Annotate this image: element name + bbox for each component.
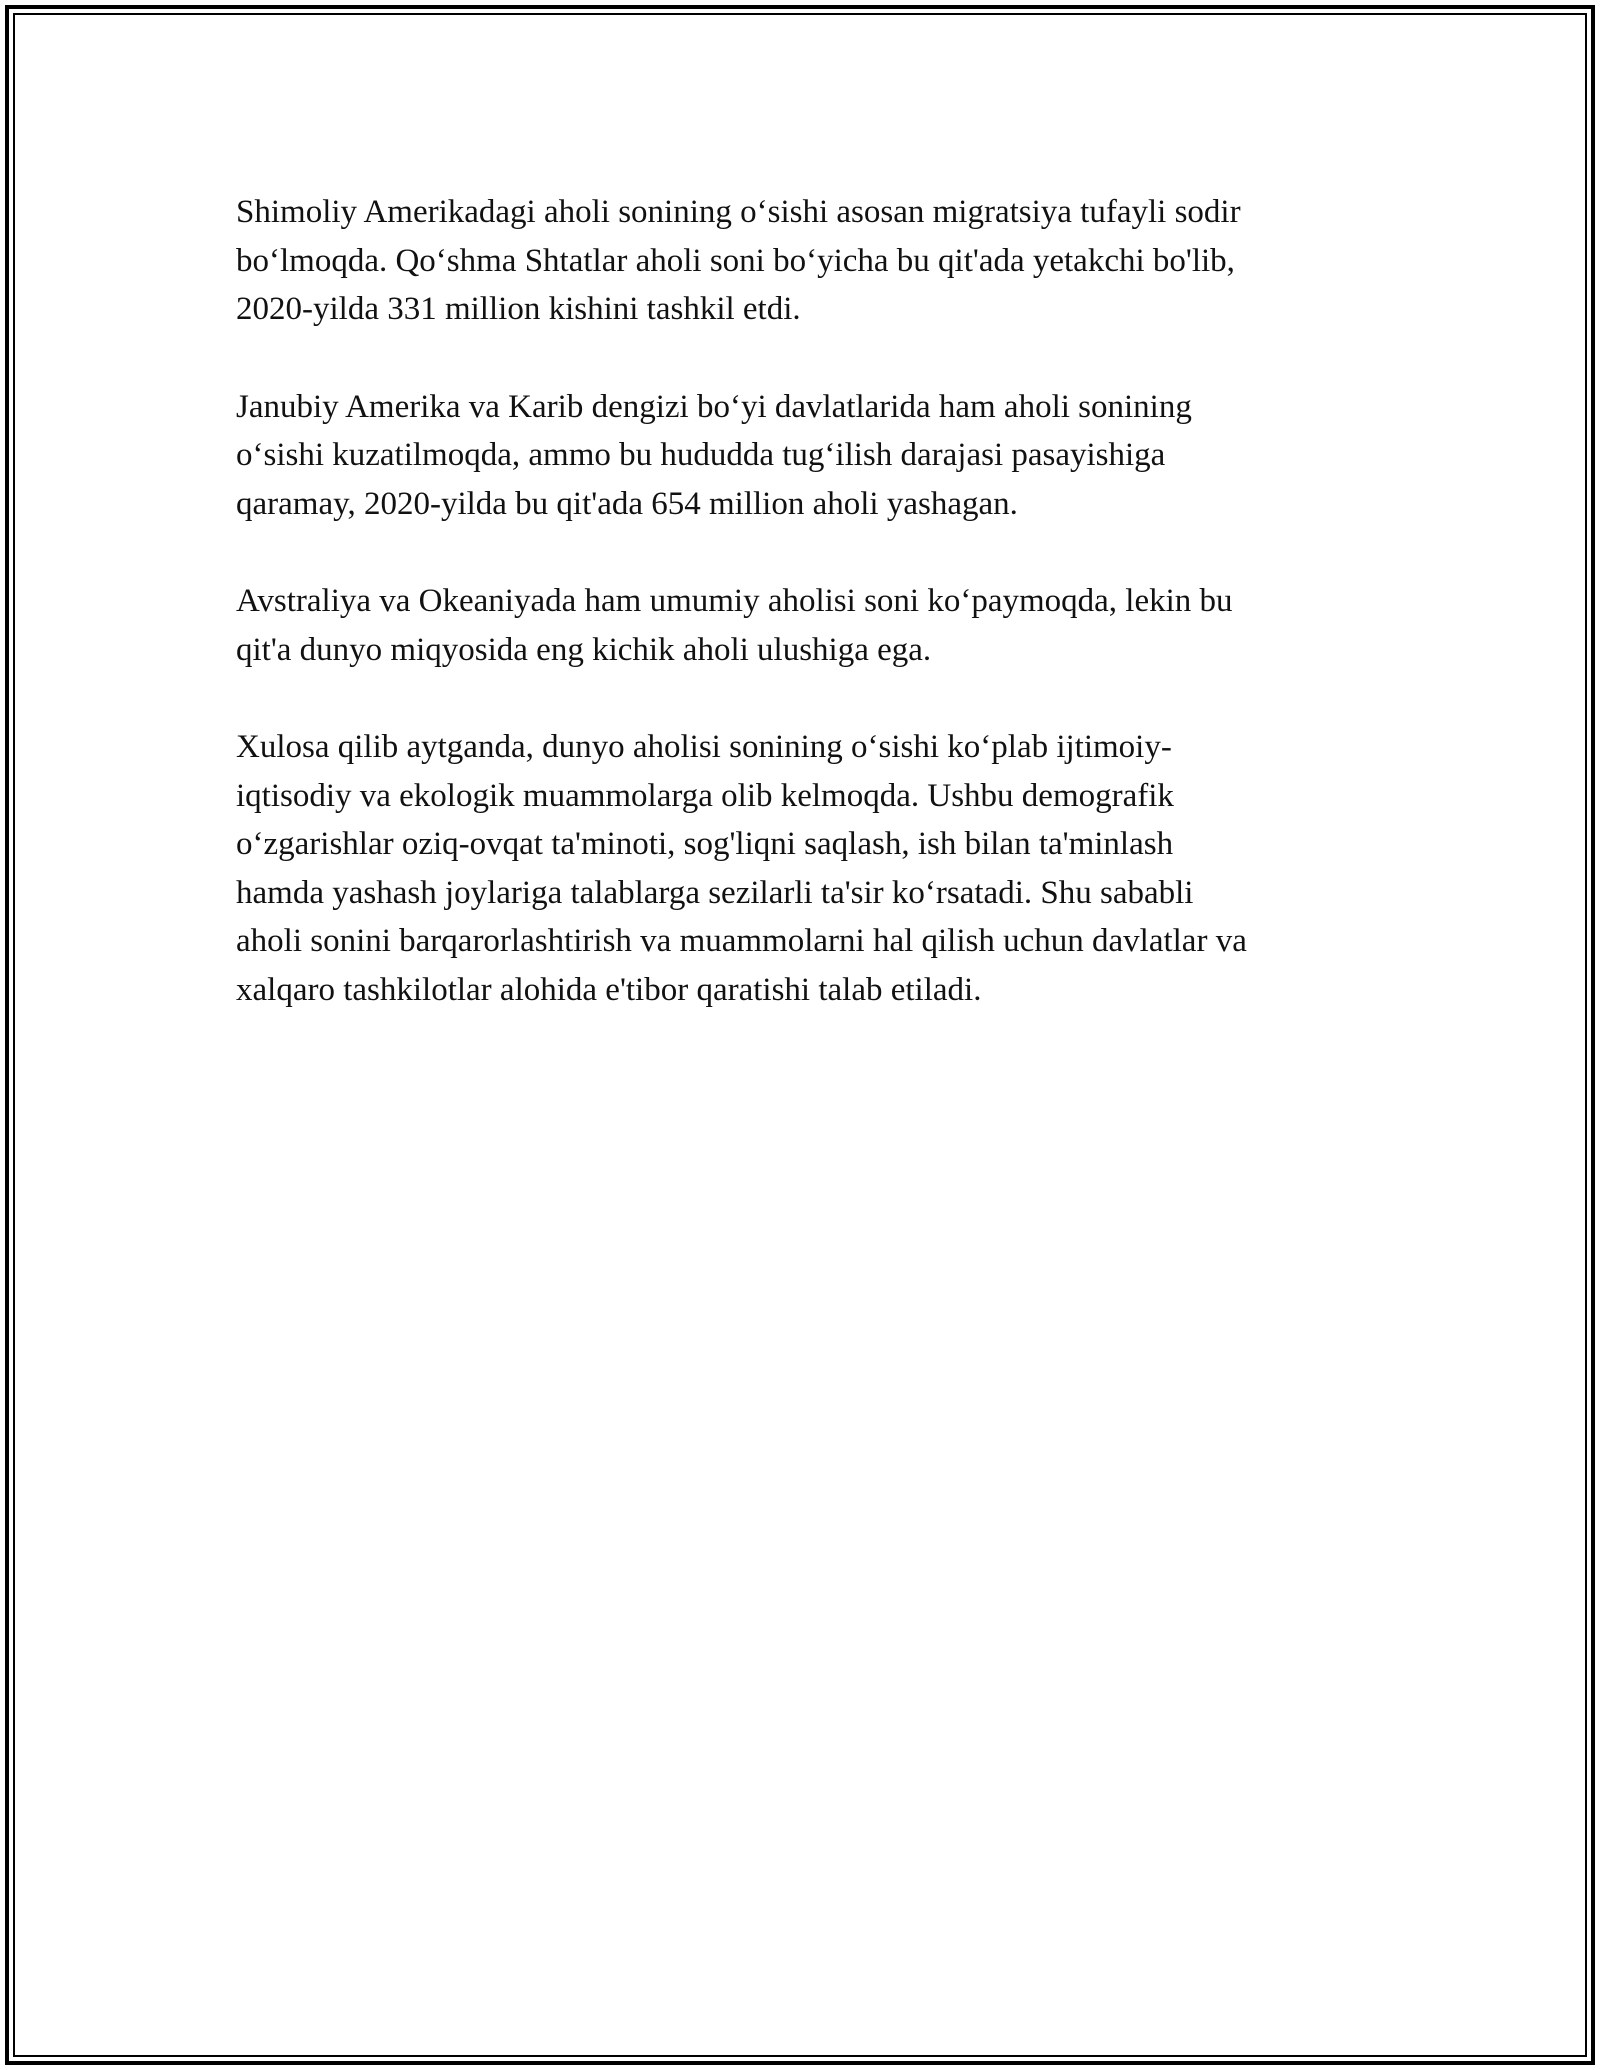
- document-body: [236, 188, 1386, 1063]
- paragraph-south-america-caribbean: Janubiy Amerika va Karib dengizi bo‘yi davlatlarida ham aholi sonining o‘sishi kuzatilmoqda, ammo bu hududda tug‘ilish darajasi pasayishiga qaramay, 2020-yilda bu qit'ada 654 million aholi yashagan.: [236, 388, 1192, 522]
- paragraph-conclusion: Xulosa qilib aytganda, dunyo aholisi sonining o‘sishi ko‘plab ijtimoiy- iqtisodiy va ekologik muammolarga olib kelmoqda. Ushbu demografik o‘zgarishlar oziq-ovqat ta'minoti, sog'liqni saqlash, ish bilan ta'minlash hamda yashash joylariga talablarga sezilarli ta'sir ko‘rsatadi. Shu sababli aholi sonini barqarorlashtirish va muammolarni hal qilish uchun davlatlar va xalqaro tashkilotlar alohida e'tibor qaratishi talab etiladi.: [236, 729, 1247, 1008]
- paragraph-north-america: Shimoliy Amerikadagi aholi sonining o‘sishi asosan migratsiya tufayli sodir bo‘lmoqda. Qo‘shma Shtatlar aholi soni bo‘yicha bu qit'ada yetakchi bo'lib, 2020-yilda 331 million kishini tashkil etdi.: [236, 194, 1241, 327]
- paragraph-australia-oceania: Avstraliya va Okeaniyada ham umumiy aholisi soni ko‘paymoqda, lekin bu qit'a dunyo miqyosida eng kichik aholi ulushiga ega.: [236, 583, 1233, 668]
